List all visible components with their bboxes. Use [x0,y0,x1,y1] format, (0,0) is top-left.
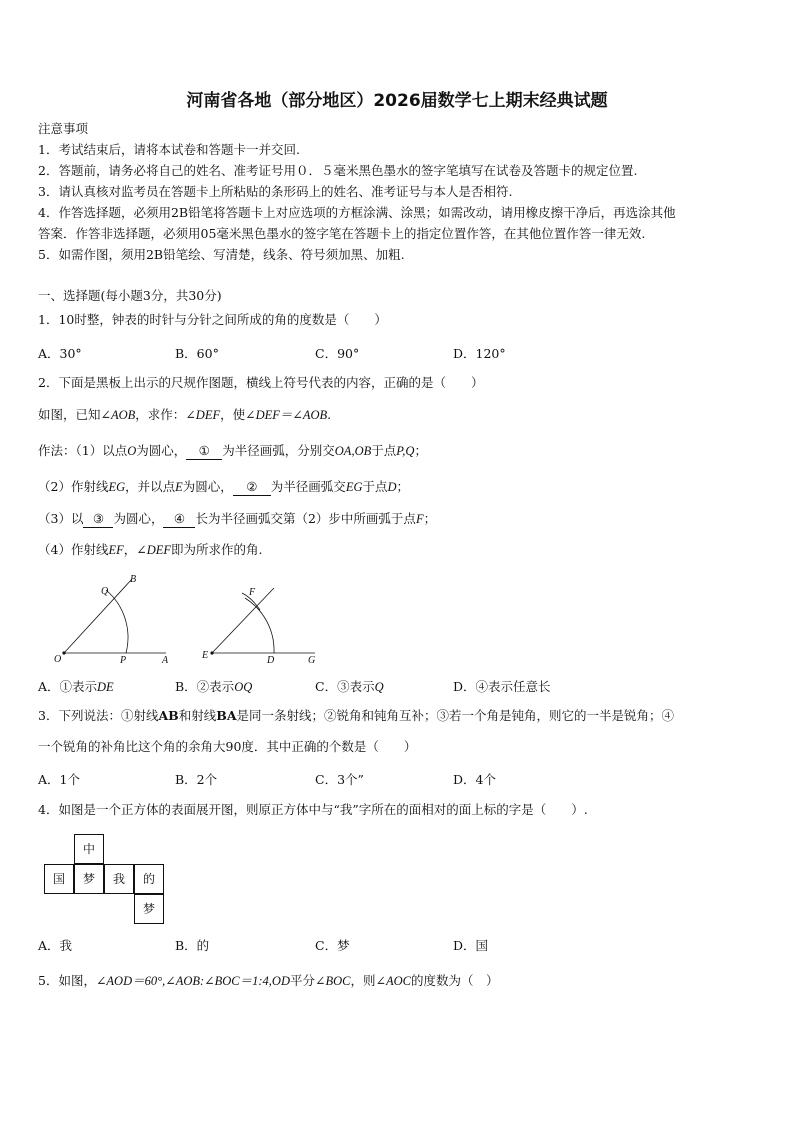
net-face: 梦 [74,864,104,894]
q2-option-d[interactable]: D．④表示任意长 [453,679,551,694]
question-3-stem-cont: 一个锐角的补角比这个角的余角大90度．其中正确的个数是（ ） [38,739,417,754]
section-heading: 一、选择题(每小题3分，共30分) [38,288,222,303]
q3-option-a[interactable]: A．1个 [38,772,80,787]
q1-option-b[interactable]: B．60° [175,346,219,361]
q1-option-c[interactable]: C．90° [315,346,360,361]
q2-option-a[interactable]: A．①表示DE [38,679,114,694]
question-4-stem: 4．如图是一个正方体的表面展开图，则原正方体中与“我”字所在的面相对的面上标的字是（ ）. [38,802,588,817]
cube-net [44,834,166,924]
label-g: G [308,655,316,666]
figure-angle-aob [54,574,169,666]
note-item: 答案．作答非选择题，必须用05毫米黑色墨水的签字笔在答题卡上的指定位置作答，在其他位置作答一律无效. [38,226,646,241]
q2-step-3: （3）以 ③ 为圆心， ④ 长为半径画弧交第（2）步中所画弧于点F； [38,511,437,526]
notes-heading: 注意事项 [38,121,89,136]
q1-option-a[interactable]: A．30° [38,346,82,361]
q2-step-1: 作法：（1）以点O为圆心， ① 为半径画弧，分别交OA,OB于点P,Q； [38,443,427,458]
blank-2: ② [233,479,271,496]
q4-option-d[interactable]: D．国 [453,938,489,953]
label-b: B [130,574,137,585]
q2-option-c[interactable]: C．③表示Q [315,679,384,694]
blank-4: ④ [163,511,195,528]
note-item: 2．答题前，请务必将自己的姓名、准考证号用０．５毫米黑色墨水的签字笔填写在试卷及答题卡的规定位置. [38,163,638,178]
label-d: D [267,655,275,666]
question-1-stem: 1．10时整，钟表的时针与分针之间所成的角的度数是（ ） [38,312,387,327]
arc-pq [106,590,128,653]
label-a: A [162,655,169,666]
q1-option-d[interactable]: D．120° [453,346,506,361]
label-q: Q [101,586,109,597]
net-face: 国 [44,864,74,894]
ray-ob [64,579,132,653]
point-o [62,651,65,654]
q4-option-a[interactable]: A．我 [38,938,73,953]
question-3-stem: 3．下列说法：①射线AB和射线BA是同一条射线；②锐角和钝角互补；③若一个角是钝角，则它的一半是锐角；④ [38,708,675,723]
note-item: 4．作答选择题，必须用2B铅笔将答题卡上对应选项的方框涂满、涂黑；如需改动，请用橡皮擦干净后，再选涂其他 [38,205,676,220]
q3-option-b[interactable]: B．2个 [175,772,218,787]
label-f: F [249,587,256,598]
q3-option-d[interactable]: D．4个 [453,772,496,787]
q4-option-b[interactable]: B．的 [175,938,210,953]
q2-step-2: （2）作射线EG，并以点E为圆心， ② 为半径画弧交EG于点D； [38,479,410,494]
note-item: 3．请认真核对监考员在答题卡上所粘贴的条形码上的姓名、准考证号与本人是否相符. [38,184,513,199]
label-e: E [202,650,209,661]
q2-option-b[interactable]: B．②表示OQ [175,679,253,694]
net-face: 梦 [134,894,164,924]
net-face: 的 [134,864,164,894]
blank-1: ① [186,443,222,460]
q2-given-line: 如图，已知∠AOB，求作：∠DEF，使∠DEF＝∠AOB. [38,407,332,422]
figure-angle-def [201,587,315,666]
q3-option-c[interactable]: C．3个” [315,772,364,787]
arc-df [245,598,274,653]
question-2-stem: 2．下面是黑板上出示的尺规作图题，横线上符号代表的内容，正确的是（ ） [38,375,484,390]
q4-option-c[interactable]: C．梦 [315,938,350,953]
page-title: 河南省各地（部分地区）2026届数学七上期末经典试题 [186,91,608,111]
point-e [210,651,213,654]
blank-3: ③ [83,511,113,528]
label-p: P [120,655,127,666]
q2-figures [40,570,340,670]
q2-step-4: （4）作射线EF，∠DEF即为所求作的角. [38,542,263,557]
ray-ef [212,588,274,653]
net-face: 我 [104,864,134,894]
note-item: 5．如需作图，须用2B铅笔绘、写清楚，线条、符号须加黑、加粗. [38,247,405,262]
net-face: 中 [74,834,104,864]
question-5-stem: 5．如图，∠AOD＝60°,∠AOB:∠BOC＝1:4,OD平分∠BOC，则∠AOC的度数为（ ） [38,973,499,988]
label-o: O [54,654,62,665]
note-item: 1．考试结束后，请将本试卷和答题卡一并交回. [38,142,300,157]
